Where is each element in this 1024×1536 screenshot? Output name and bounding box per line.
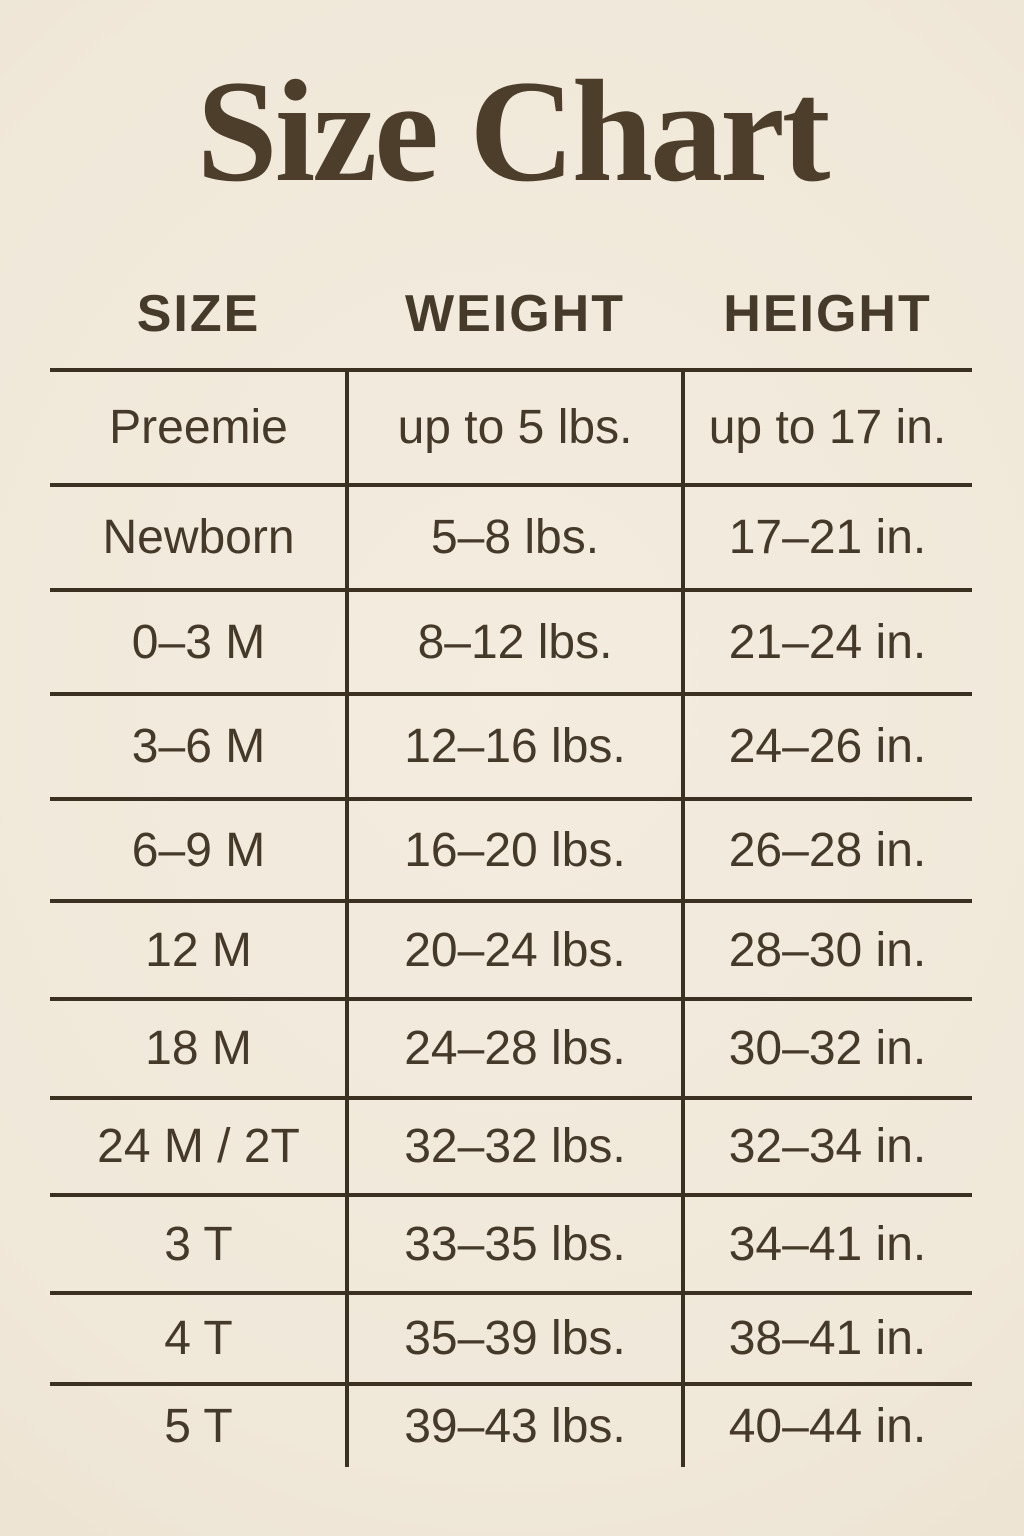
size-cell: 12 M xyxy=(145,923,252,977)
table-row-5t xyxy=(50,1382,972,1467)
size-cell: 3–6 M xyxy=(131,720,266,773)
size-cell: 4 T xyxy=(164,1312,233,1365)
size-cell: 5 T xyxy=(164,1400,233,1453)
height-cell: 26–28 in. xyxy=(728,823,927,877)
height-cell: up to 17 in. xyxy=(708,401,947,454)
height-cell: 30–32 in. xyxy=(728,1022,927,1075)
column-header-weight: WEIGHT xyxy=(405,285,625,343)
weight-cell: 33–35 lbs. xyxy=(404,1217,626,1271)
height-cell: 17–21 in. xyxy=(728,511,927,564)
page-title: Size Chart xyxy=(196,50,828,212)
size-cell: 24 M / 2T xyxy=(97,1120,300,1173)
table-row-newborn xyxy=(50,483,972,588)
weight-cell: 20–24 lbs. xyxy=(404,923,626,977)
column-header-size: SIZE xyxy=(136,285,261,343)
weight-cell: 5–8 lbs. xyxy=(430,511,600,564)
height-cell: 40–44 in. xyxy=(728,1400,927,1453)
table-row-24m-2t xyxy=(50,1096,972,1193)
height-cell: 21–24 in. xyxy=(728,615,927,669)
height-cell: 28–30 in. xyxy=(728,923,927,977)
weight-cell: 12–16 lbs. xyxy=(404,720,626,773)
size-cell: 18 M xyxy=(145,1022,252,1075)
table-row-12m xyxy=(50,899,972,997)
size-cell: Newborn xyxy=(102,511,295,564)
weight-cell: up to 5 lbs. xyxy=(397,401,633,454)
height-cell: 32–34 in. xyxy=(728,1120,927,1173)
weight-cell: 24–28 lbs. xyxy=(404,1022,626,1075)
size-cell: 0–3 M xyxy=(131,615,266,669)
column-divider-2 xyxy=(681,368,685,1467)
table-header-row xyxy=(50,260,972,368)
weight-cell: 35–39 lbs. xyxy=(404,1312,626,1365)
table-body xyxy=(50,368,972,1467)
table-row-3-6m xyxy=(50,692,972,797)
weight-cell: 32–32 lbs. xyxy=(404,1120,626,1173)
table-row-18m xyxy=(50,997,972,1096)
size-cell: 3 T xyxy=(164,1217,233,1271)
table-row-preemie xyxy=(50,368,972,483)
size-table xyxy=(50,260,972,1467)
column-header-height: HEIGHT xyxy=(723,285,932,343)
height-cell: 34–41 in. xyxy=(728,1217,927,1271)
height-cell: 38–41 in. xyxy=(728,1312,927,1365)
weight-cell: 39–43 lbs. xyxy=(404,1400,626,1453)
height-cell: 24–26 in. xyxy=(728,720,927,773)
table-row-3t xyxy=(50,1193,972,1291)
weight-cell: 16–20 lbs. xyxy=(404,823,626,877)
column-divider-1 xyxy=(345,368,349,1467)
size-cell: Preemie xyxy=(109,401,288,454)
weight-cell: 8–12 lbs. xyxy=(417,615,613,669)
size-cell: 6–9 M xyxy=(131,823,266,877)
table-row-4t xyxy=(50,1291,972,1382)
table-row-0-3m xyxy=(50,588,972,692)
table-row-6-9m xyxy=(50,797,972,899)
